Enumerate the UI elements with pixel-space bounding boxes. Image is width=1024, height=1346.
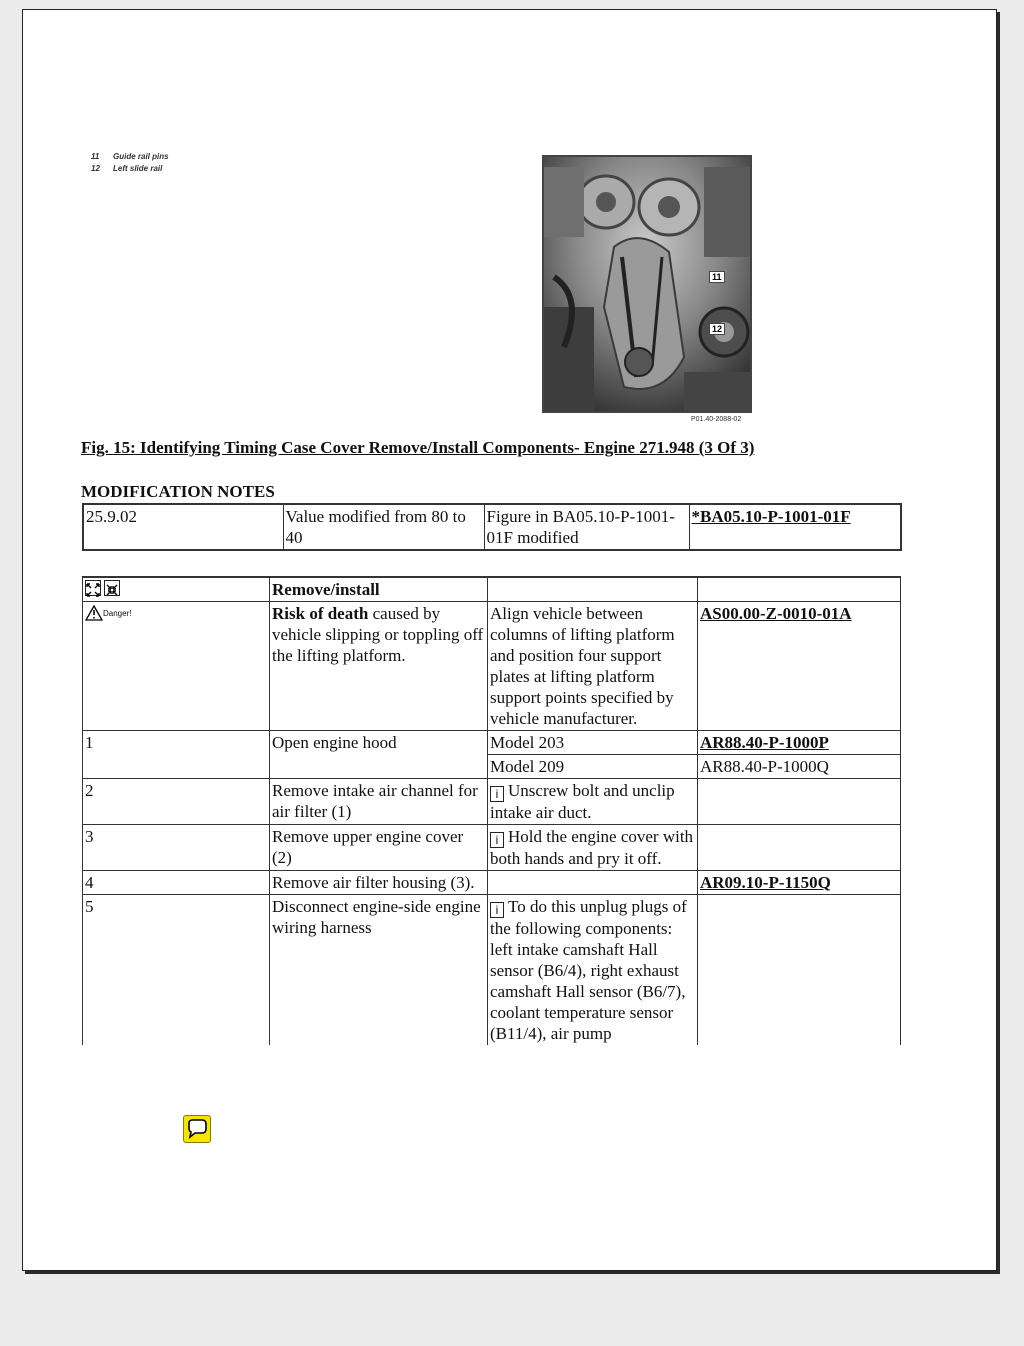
step-note: Model 209 (490, 757, 565, 776)
warning-triangle-icon (85, 605, 103, 621)
step-ref-link[interactable]: AR88.40-P-1000P (700, 733, 829, 752)
danger-instruction: Align vehicle between columns of lifting platform and position four support plates at lifting platform support points specified by vehicle manufacturer. (488, 602, 698, 731)
mod-ref-link[interactable]: *BA05.10-P-1001-01F (691, 507, 851, 526)
mod-change: Value modified from 80 to 40 (283, 504, 484, 550)
table-row (83, 779, 901, 825)
step-note-cell (488, 779, 698, 825)
info-icon[interactable]: i (490, 786, 504, 802)
step-note: Unscrew bolt and unclip intake air duct. (490, 781, 675, 822)
step-refs (698, 731, 901, 779)
engine-photo-art (544, 157, 750, 411)
table-row (83, 825, 901, 871)
engine-photo (542, 155, 752, 413)
danger-label: Danger! (103, 609, 132, 618)
remove-install-icons (83, 577, 270, 602)
collapse-arrows-icon (104, 580, 120, 596)
step-number: 4 (83, 871, 270, 895)
step-ref-cell (698, 871, 901, 895)
mod-figure: Figure in BA05.10-P-1001-01F modified (484, 504, 689, 550)
danger-ref-cell (698, 602, 901, 731)
info-icon[interactable]: i (490, 832, 504, 848)
step-number: 1 (83, 731, 270, 779)
figure-legend (91, 152, 169, 173)
step-note-cell (488, 895, 698, 1046)
table-row (83, 731, 901, 779)
danger-ref-link[interactable]: AS00.00-Z-0010-01A (700, 604, 852, 623)
step-number: 3 (83, 825, 270, 871)
step-action: Remove intake air channel for air filter (1) (270, 779, 488, 825)
step-number: 5 (83, 895, 270, 1046)
comment-note-icon[interactable] (183, 1115, 211, 1143)
figure-caption: Fig. 15: Identifying Timing Case Cover Remove/Install Components- Engine 271.948 (3 Of 3) (81, 438, 755, 457)
info-icon[interactable]: i (490, 902, 504, 918)
callout-11: 11 (709, 271, 725, 283)
step-action: Disconnect engine-side engine wiring harness (270, 895, 488, 1046)
mod-date: 25.9.02 (83, 504, 283, 550)
step-action: Remove air filter housing (3). (270, 871, 488, 895)
expand-arrows-icon (85, 580, 101, 596)
legend-item: 11 Guide rail pins (91, 152, 169, 161)
step-number: 2 (83, 779, 270, 825)
step-action: Open engine hood (270, 731, 488, 779)
modification-notes-heading: MODIFICATION NOTES (81, 482, 275, 501)
table-row (83, 577, 901, 602)
step-action: Remove upper engine cover (2) (270, 825, 488, 871)
danger-text: caused by vehicle slipping or toppling off the lifting platform. (272, 604, 484, 665)
step-notes (488, 731, 698, 779)
table-row (83, 602, 901, 731)
step-note-cell (488, 825, 698, 871)
step-note: To do this unplug plugs of the following components: left intake camshaft Hall sensor (B6/4), right exhaust camshaft Hall sensor (B6/7), coolant temperature sensor (B11/4), air pump (490, 897, 687, 1043)
table-row (83, 871, 901, 895)
document-page (22, 9, 997, 1271)
modification-notes-table (82, 503, 902, 551)
callout-12: 12 (709, 323, 725, 335)
step-ref-link[interactable]: AR09.10-P-1150Q (700, 873, 831, 892)
danger-text-cell (270, 602, 488, 731)
danger-title: Risk of death (272, 604, 369, 623)
danger-cell (83, 602, 270, 731)
table-row (83, 895, 901, 1046)
step-note: Model 203 (488, 731, 697, 755)
mod-ref-cell (689, 504, 901, 550)
step-note: Hold the engine cover with both hands and pry it off. (490, 827, 694, 868)
figure-image-code: P01.40-2088-02 (691, 416, 742, 423)
procedure-header-label: Remove/install (270, 577, 488, 602)
procedure-table (82, 576, 901, 1045)
step-ref-plain: AR88.40-P-1000Q (700, 757, 829, 776)
table-row (83, 504, 901, 550)
legend-item: 12 Left slide rail (91, 164, 163, 173)
